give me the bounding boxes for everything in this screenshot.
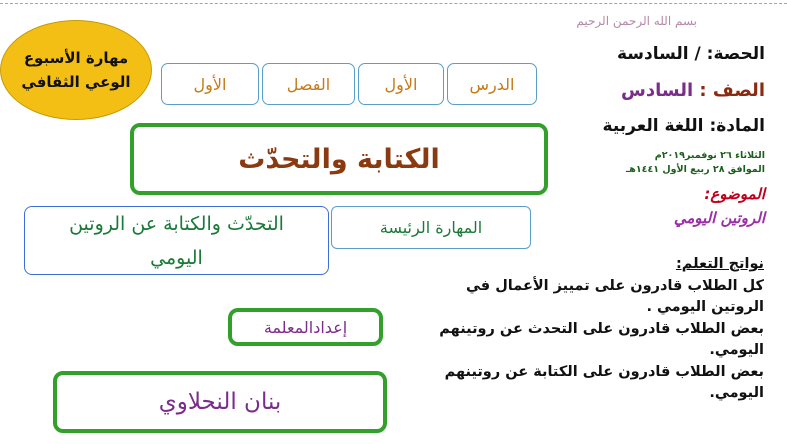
- learning-outcomes: [412, 254, 764, 405]
- topic-line: [655, 182, 765, 230]
- main-skill-label-box: [331, 206, 531, 249]
- prepared-by-box: [228, 308, 383, 346]
- term-value: الأول: [193, 74, 227, 94]
- top-divider: [0, 3, 787, 4]
- subject-label: المادة:: [709, 116, 765, 136]
- lesson-label: الدرس: [469, 74, 515, 94]
- main-title-box: [130, 123, 548, 195]
- outcomes-heading: نواتج التعلم:: [675, 256, 764, 272]
- outcome-item: كل الطلاب قادرون على تمييز الأعمال في الروتين اليومي .: [465, 277, 764, 315]
- date-hijri: الموافق ٢٨ ربيع الأول ١٤٤١هـ: [626, 164, 765, 175]
- main-title: الكتابة والتحدّث: [238, 143, 440, 175]
- teacher-name-box: [53, 371, 387, 433]
- subject-line: [603, 116, 765, 136]
- weekly-skill-badge: [0, 20, 152, 120]
- term-value-box: [161, 63, 259, 105]
- prepared-by-label: إعدادالمعلمة: [263, 317, 348, 337]
- topic-value: الروتين اليومي: [673, 209, 765, 227]
- outcome-item: بعض الطلاب قادرون على التحدث عن روتينهم اليومي.: [439, 320, 764, 358]
- topic-label: الموضوع:: [704, 185, 765, 203]
- period-text: الحصة: / السادسة: [616, 44, 765, 64]
- teacher-name: بنان النحلاوي: [158, 389, 282, 415]
- date-gregorian: الثلاثاء ٢٦ نوفمبر٢٠١٩م: [654, 150, 765, 161]
- main-skill-label: المهارة الرئيسة: [379, 218, 483, 237]
- lesson-value: الأول: [384, 74, 418, 94]
- main-skill-value: التحدّث والكتابة عن الروتين اليومي: [69, 212, 284, 269]
- grade-value: السادس: [621, 80, 694, 101]
- basmala-ornament: بسم الله الرحمن الرحيم: [576, 14, 697, 28]
- grade-line: [621, 80, 765, 101]
- grade-label: الصف :: [699, 80, 765, 101]
- subject-value: اللغة العربية: [602, 116, 704, 136]
- lesson-label-box: [447, 63, 537, 105]
- period-line: [617, 44, 765, 64]
- term-label: الفصل: [286, 74, 331, 94]
- badge-line-2: الوعي الثقافي: [21, 73, 131, 91]
- badge-line-1: مهارة الأسبوع: [23, 49, 129, 67]
- lesson-value-box: [358, 63, 444, 105]
- outcome-item: بعض الطلاب قادرون على الكتابة عن روتينهم اليومي.: [444, 363, 764, 401]
- main-skill-value-box: [24, 206, 329, 275]
- term-label-box: [262, 63, 355, 105]
